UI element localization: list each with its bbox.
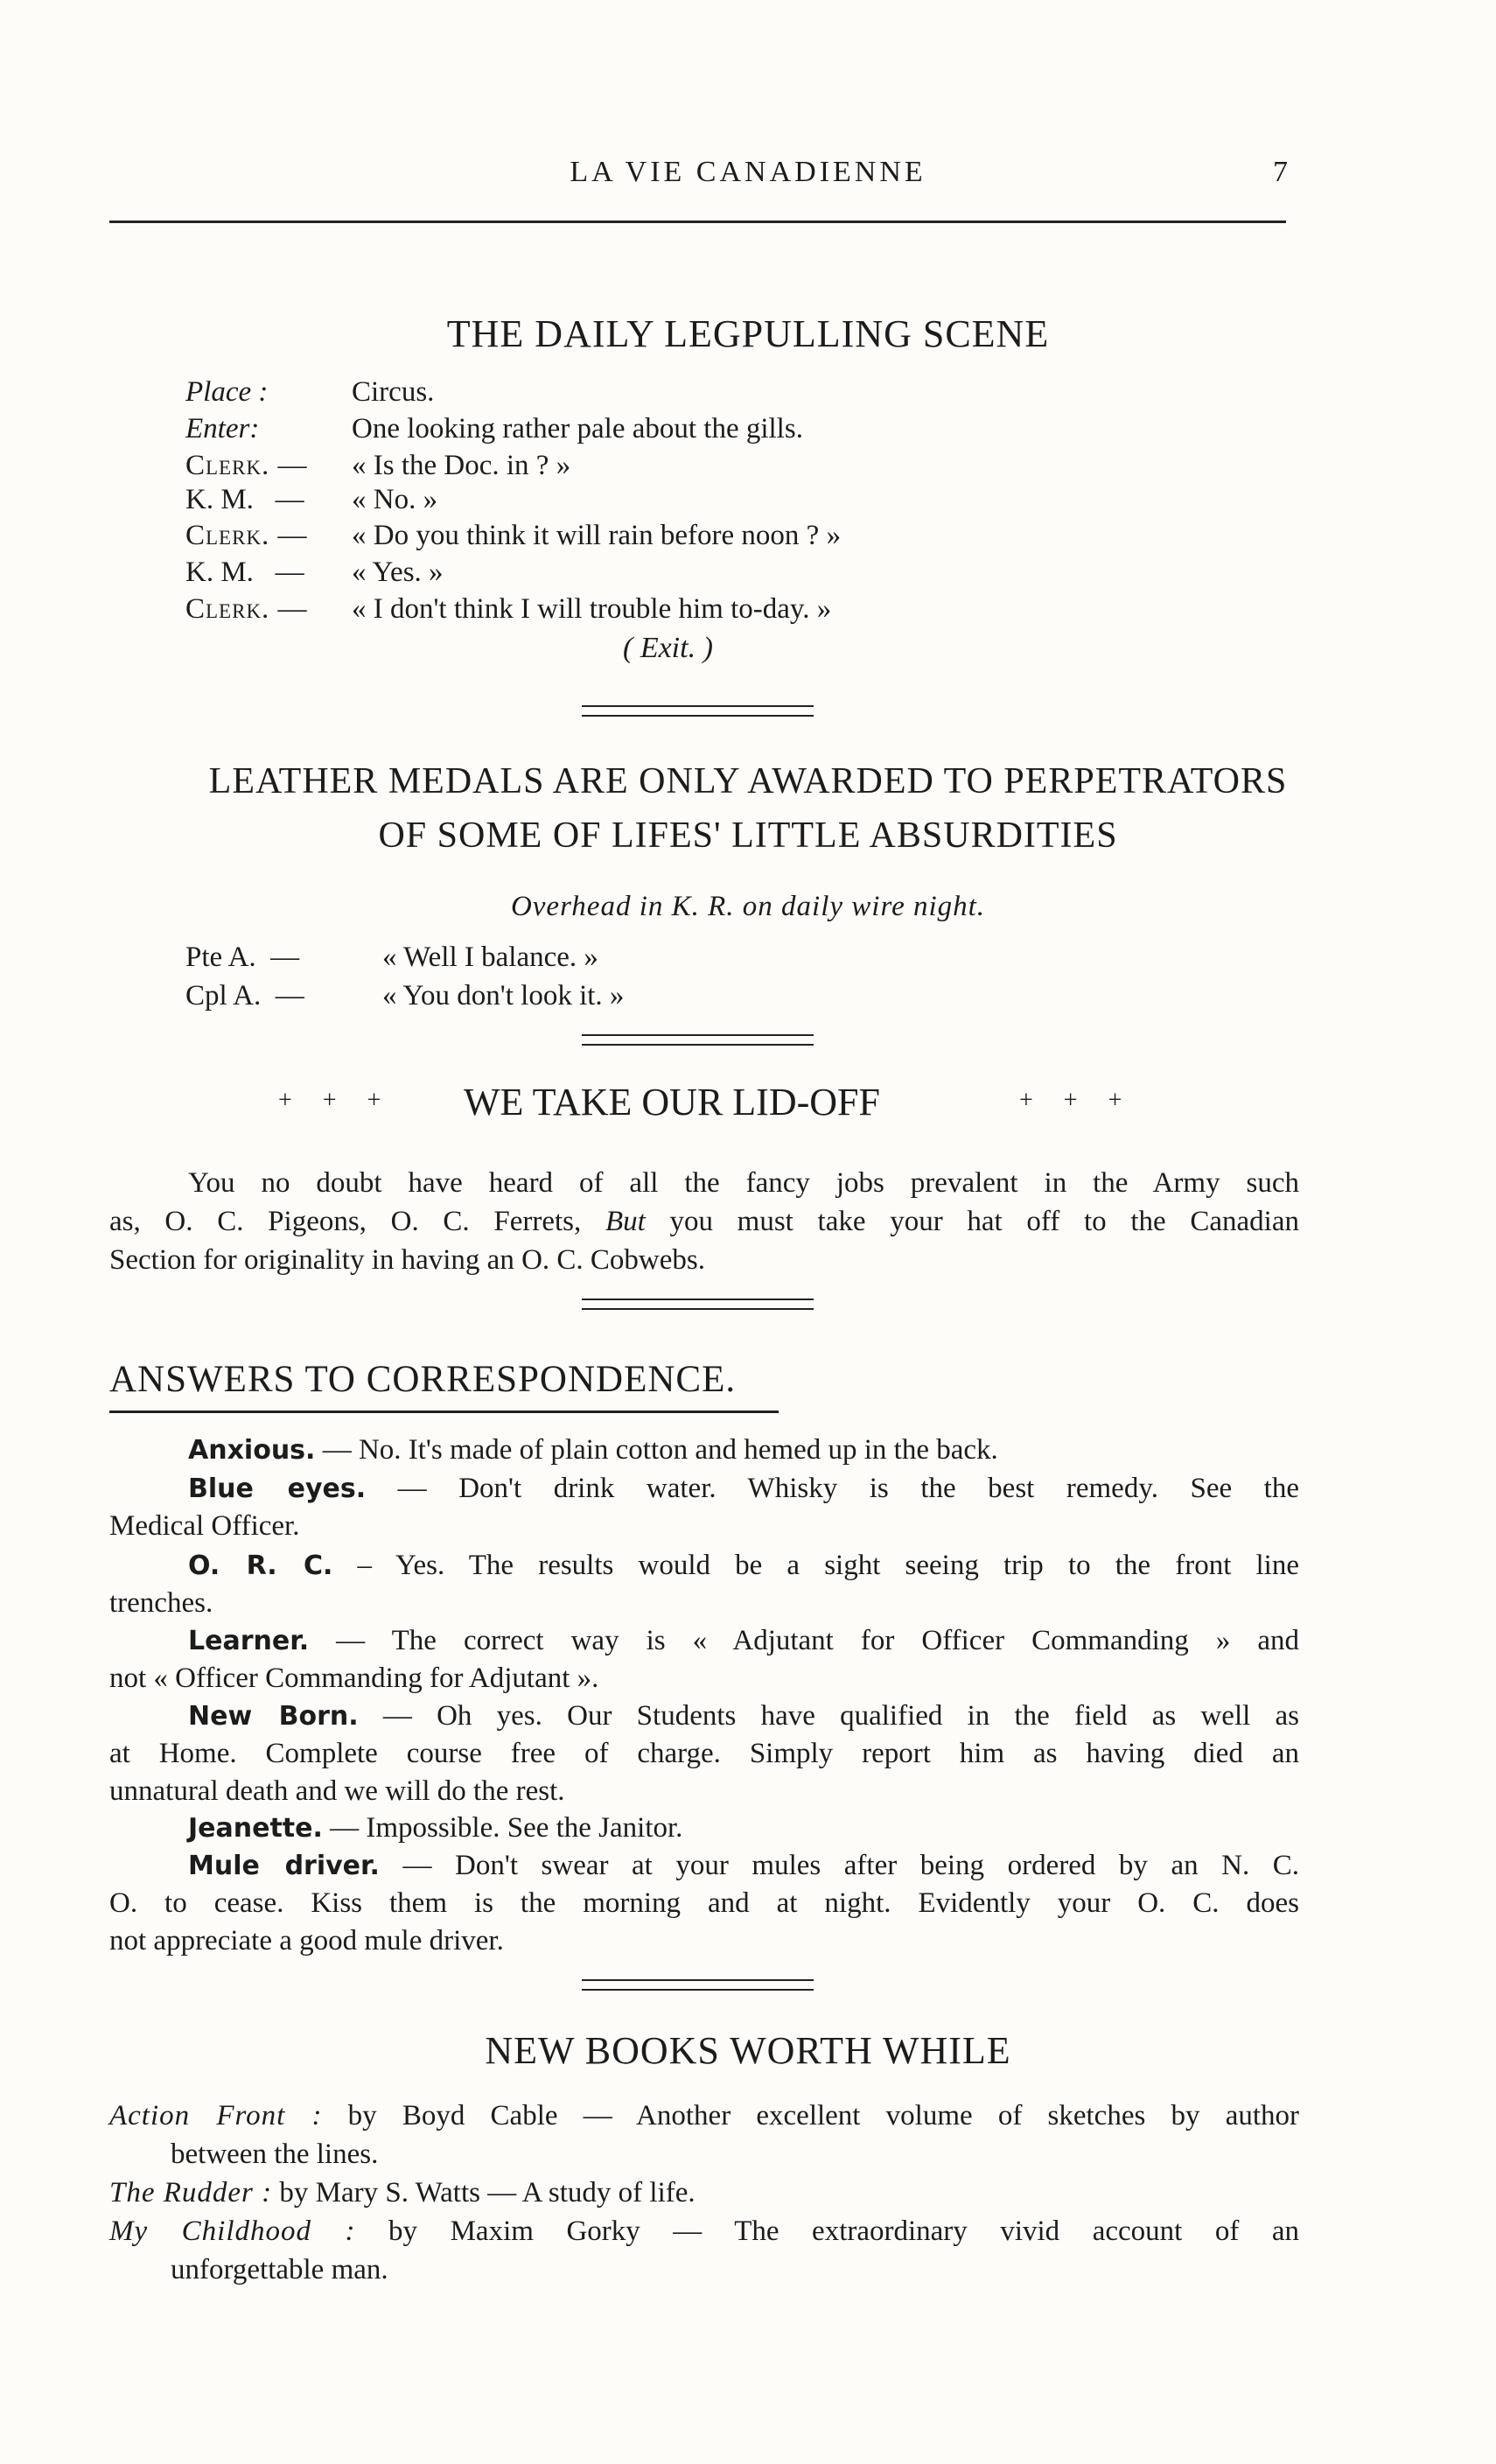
- script-text: Circus.: [352, 376, 435, 408]
- section-divider: [582, 1034, 814, 1046]
- answer-name: New Born.: [188, 1701, 359, 1732]
- answer-text: – Yes. The results would be a sight seeing trip to the front line: [357, 1550, 1299, 1581]
- book-item: [109, 2174, 1299, 2212]
- text-run: as, O. C. Pigeons, O. C. Ferrets,: [109, 1206, 605, 1237]
- running-title: LA VIE CANADIENNE: [570, 156, 926, 188]
- answer-item-mule-driver: [109, 1847, 1299, 1960]
- script-speaker: Clerk. —: [185, 520, 308, 551]
- answer-line: [109, 1698, 1299, 1735]
- answer-item-learner: [109, 1622, 1299, 1698]
- dialog-speaker: Pte A. —: [185, 942, 300, 973]
- answer-name: Mule driver.: [188, 1851, 380, 1881]
- book-line: between the lines.: [171, 2138, 379, 2170]
- book-line: unforgettable man.: [171, 2254, 388, 2286]
- text-run-italic: But: [605, 1206, 646, 1237]
- paragraph-line: Section for originality in having an O. C. Cobwebs.: [109, 1244, 705, 1276]
- legpulling-title: THE DAILY LEGPULLING SCENE: [446, 312, 1050, 355]
- answer-line: unnatural death and we will do the rest.: [109, 1775, 565, 1807]
- script-row: [185, 556, 1323, 593]
- header-rule: [109, 220, 1286, 223]
- page-number: 7: [1273, 156, 1288, 188]
- medals-overhead: Overhead in K. R. on daily wire night.: [510, 891, 986, 922]
- book-line: [109, 2096, 1299, 2135]
- answer-name: Anxious.: [188, 1435, 316, 1466]
- book-line: [109, 2212, 1299, 2250]
- answer-line: not « Officer Commanding for Adjutant ».: [109, 1662, 599, 1694]
- script-row: [185, 376, 1323, 413]
- stars-left: + + +: [278, 1087, 394, 1114]
- script-row: [185, 413, 1323, 450]
- answer-item-new-born: [109, 1698, 1299, 1810]
- script-text: « Yes. »: [352, 556, 444, 588]
- answer-item-jeanette: [109, 1810, 1299, 1847]
- answer-item-orc: [109, 1547, 1299, 1622]
- dialog-row: [185, 980, 624, 1012]
- script-text: « No. »: [352, 484, 438, 515]
- script-text: One looking rather pale about the gills.: [352, 413, 803, 444]
- section-divider: [582, 705, 814, 717]
- answer-text: — The correct way is « Adjutant for Officer Commanding » and: [336, 1625, 1300, 1656]
- dialog-row: [185, 942, 598, 974]
- answers-title: ANSWERS TO CORRESPONDENCE.: [109, 1359, 737, 1400]
- answer-text: — Don't drink water. Whisky is the best remedy. See the: [397, 1473, 1299, 1504]
- script-speaker: Enter:: [185, 413, 260, 444]
- answers-underline: [109, 1410, 779, 1413]
- books-title: NEW BOOKS WORTH WHILE: [485, 2029, 1011, 2072]
- answer-name: Blue eyes.: [188, 1474, 367, 1504]
- answer-text: — Impossible. See the Janitor.: [330, 1812, 683, 1844]
- book-text: by Boyd Cable — Another excellent volume of sketches by author: [322, 2100, 1299, 2132]
- dialog-text: « You don't look it. »: [382, 980, 625, 1012]
- dialog-text: « Well I balance. »: [382, 942, 598, 973]
- script-row: [185, 593, 1323, 630]
- text-run: you must take your hat off to the Canadian: [645, 1206, 1299, 1237]
- script-speaker: K. M. —: [185, 484, 304, 515]
- stars-right: + + +: [1019, 1087, 1135, 1114]
- medals-title-line2: OF SOME OF LIFES' LITTLE ABSURDITIES: [378, 816, 1118, 856]
- lid-paragraph: [109, 1164, 1299, 1279]
- answer-name: O. R. C.: [188, 1550, 333, 1581]
- answer-line: [109, 1470, 1299, 1508]
- answer-line: [109, 1432, 1299, 1469]
- answer-text: — Oh yes. Our Students have qualified in the field as well as: [382, 1700, 1300, 1732]
- answer-line: not appreciate a good mule driver.: [109, 1925, 504, 1956]
- medals-title-line1: LEATHER MEDALS ARE ONLY AWARDED TO PERPETRATORS: [208, 761, 1288, 802]
- script-speaker: Clerk. —: [185, 593, 308, 625]
- answer-line: [109, 1810, 1299, 1847]
- script-row: [185, 484, 1323, 521]
- script-text: « Do you think it will rain before noon ? »: [352, 520, 842, 551]
- book-text: by Mary S. Watts — A study of life.: [272, 2177, 696, 2208]
- answer-name: Learner.: [188, 1626, 310, 1656]
- answer-line: [109, 1847, 1299, 1885]
- answer-line: O. to cease. Kiss them is the morning and at night. Evidently your O. C. does: [109, 1887, 1299, 1919]
- paragraph-line: [109, 1202, 1299, 1241]
- book-title: Action Front :: [109, 2100, 323, 2132]
- book-text: by Maxim Gorky — The extraordinary vivid account of an: [355, 2216, 1299, 2247]
- answer-line: [109, 1622, 1299, 1660]
- script-row: [185, 450, 1323, 486]
- answer-text: — No. It's made of plain cotton and hemed up in the back.: [322, 1434, 998, 1466]
- answer-line: at Home. Complete course free of charge. Simply report him as having died an: [109, 1738, 1299, 1769]
- section-divider: [582, 1979, 814, 1991]
- book-title: The Rudder :: [109, 2177, 273, 2208]
- book-line: [109, 2174, 1299, 2212]
- book-item: [109, 2212, 1299, 2289]
- answer-line: [109, 1547, 1299, 1585]
- answer-line: Medical Officer.: [109, 1510, 300, 1542]
- answer-line: trenches.: [109, 1587, 213, 1619]
- script-text: « I don't think I will trouble him to-day. »: [352, 593, 832, 625]
- script-speaker: Clerk. —: [185, 450, 308, 481]
- book-title: My Childhood :: [109, 2216, 356, 2247]
- answer-text: — Don't swear at your mules after being ordered by an N. C.: [402, 1850, 1300, 1881]
- paragraph-line: You no doubt have heard of all the fancy jobs prevalent in the Army such: [188, 1167, 1299, 1199]
- book-item: [109, 2096, 1299, 2174]
- script-speaker: Place :: [185, 376, 269, 408]
- stage-direction-exit: ( Exit. ): [623, 632, 713, 664]
- script-speaker: K. M. —: [185, 556, 304, 588]
- lid-title: WE TAKE OUR LID-OFF: [464, 1081, 880, 1124]
- section-divider: [582, 1298, 814, 1310]
- dialog-speaker: Cpl A. —: [185, 980, 304, 1012]
- script-text: « Is the Doc. in ? »: [352, 450, 571, 481]
- answer-name: Jeanette.: [188, 1813, 323, 1844]
- answer-item-blue-eyes: [109, 1470, 1299, 1545]
- script-row: [185, 520, 1323, 556]
- answer-item-anxious: [109, 1432, 1299, 1469]
